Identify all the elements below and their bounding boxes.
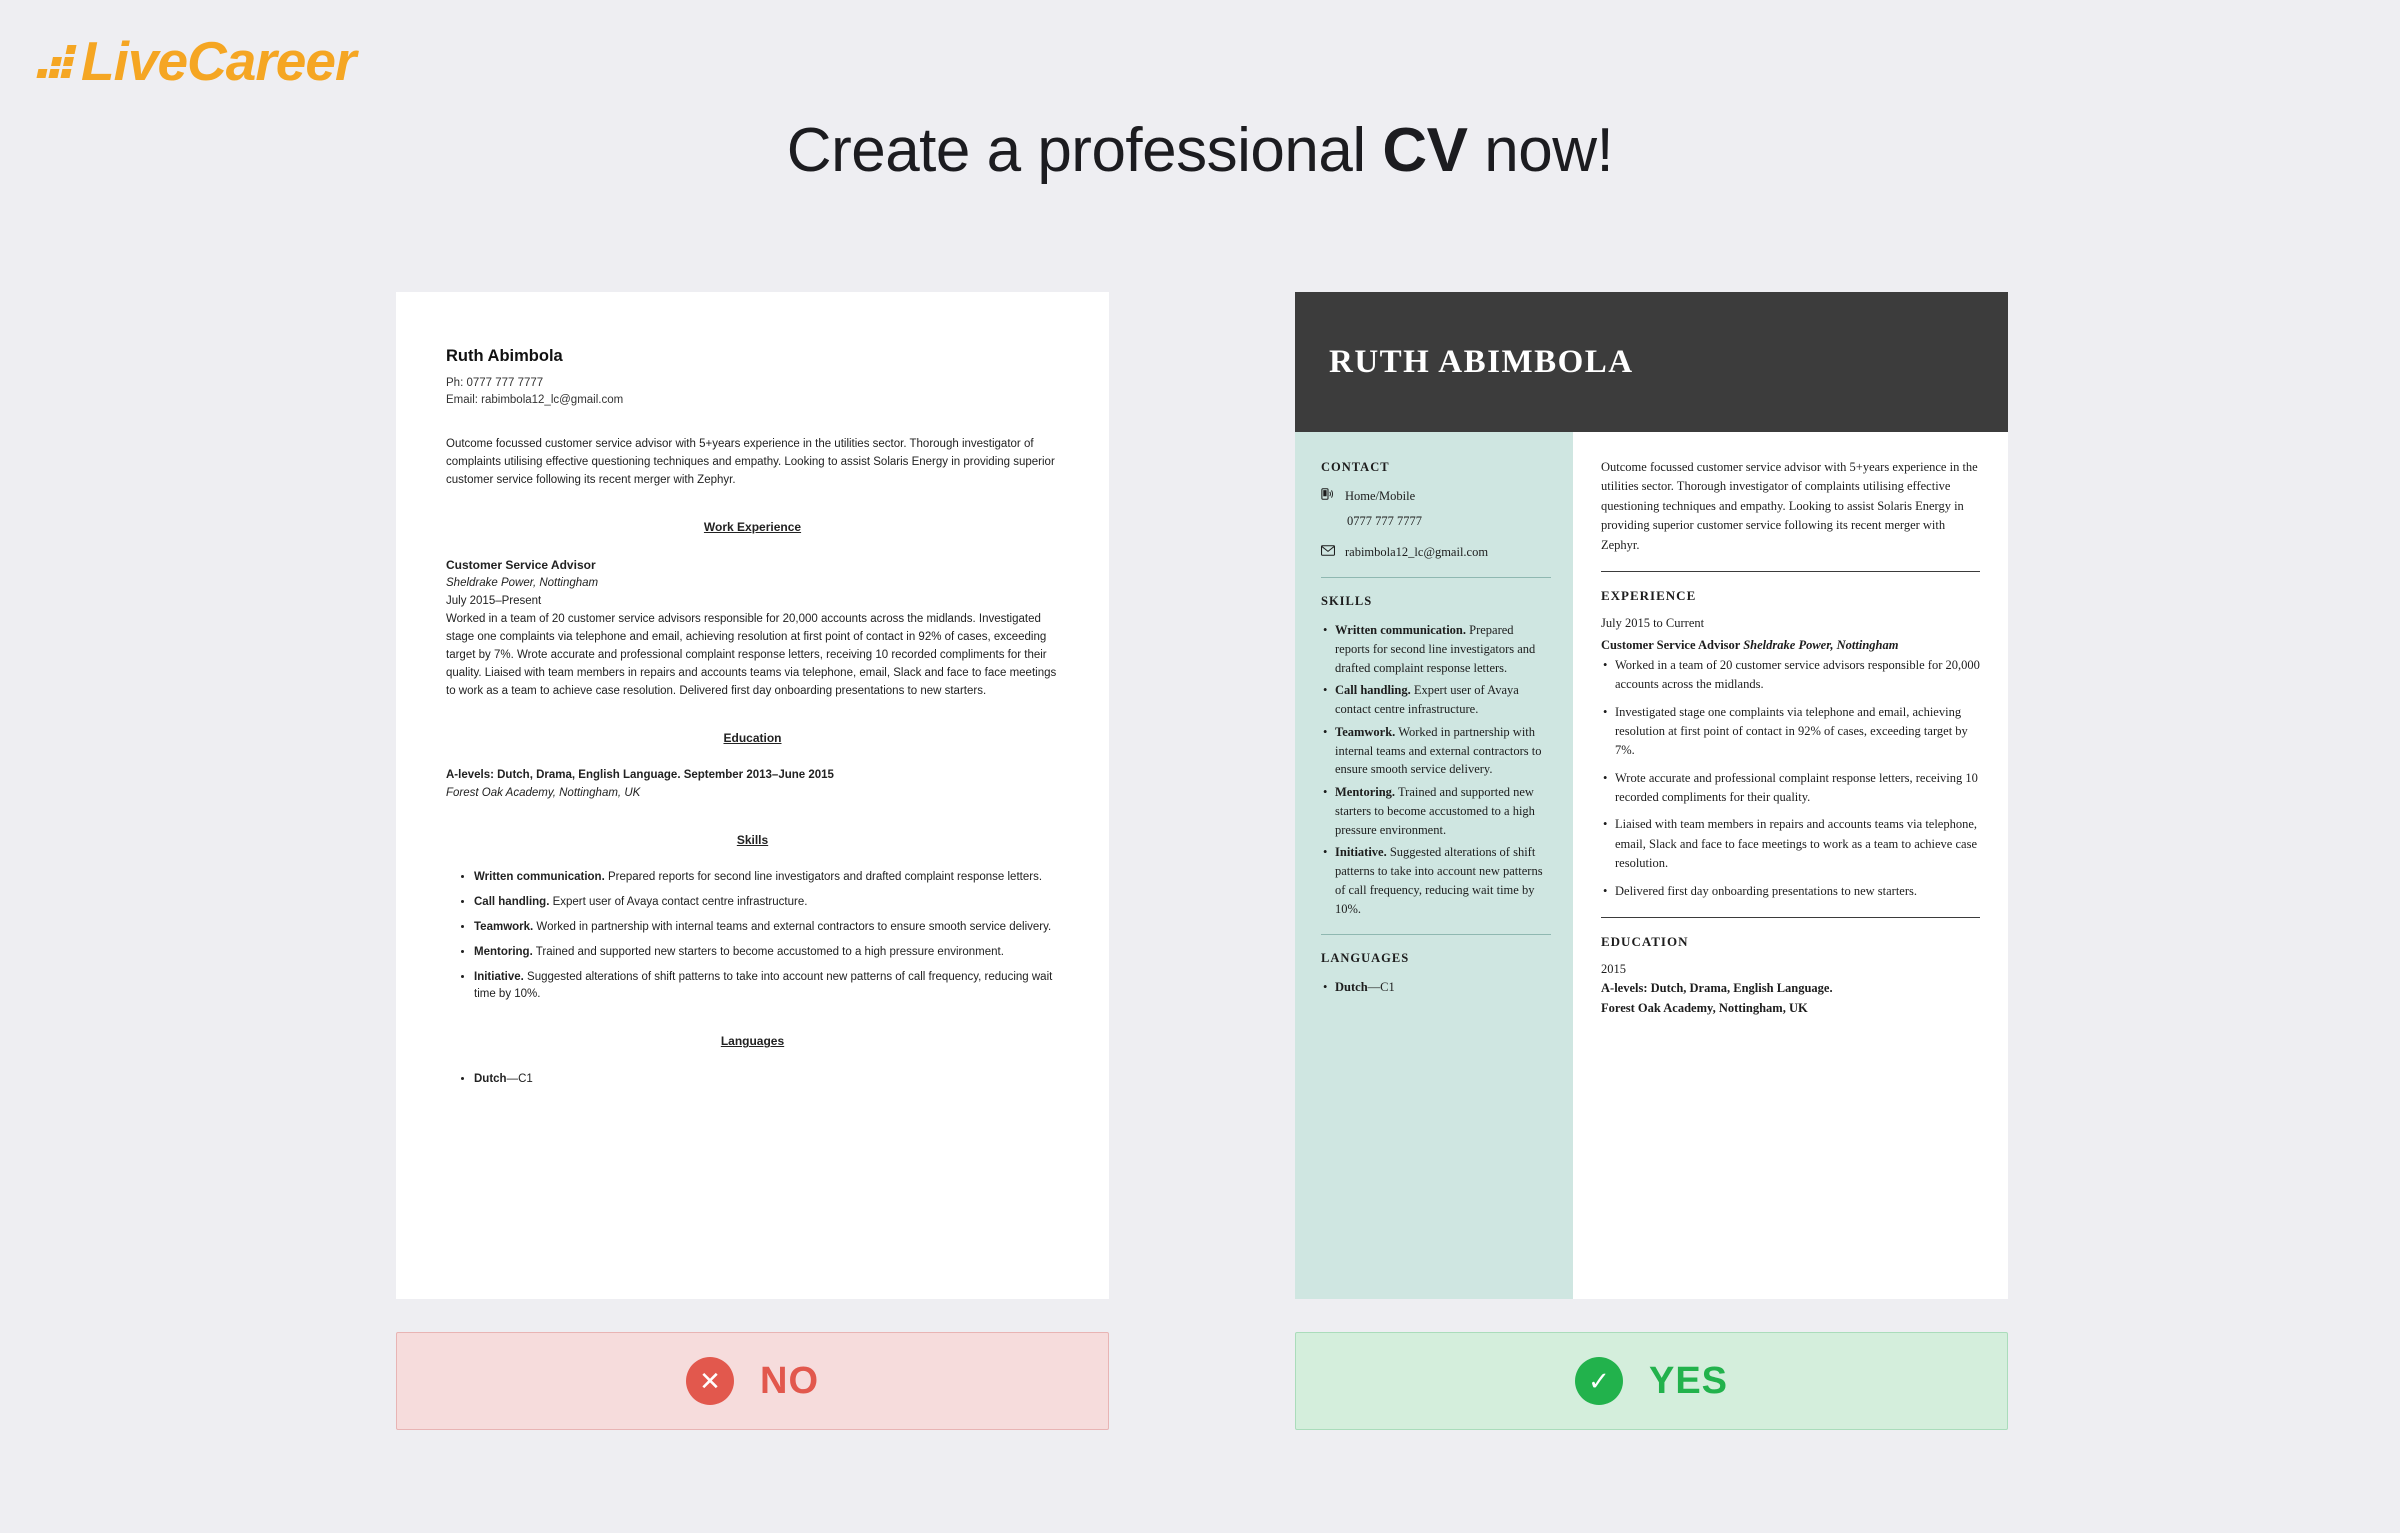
plain-cv-skills-heading: Skills [736, 832, 769, 847]
main-divider-1 [1601, 571, 1980, 572]
plain-cv-document [396, 292, 1109, 1299]
styled-cv-phone-row [1321, 487, 1551, 506]
plain-cv-languages-heading: Languages [720, 1034, 785, 1049]
styled-cv-experience-bullets [1601, 656, 1980, 901]
styled-cv-skills-heading: SKILLS [1321, 594, 1373, 609]
list-item: • Teamwork. Worked in partnership with internal teams and external contractors to ensure smooth service delivery. [1335, 723, 1551, 779]
list-item: • Mentoring. Trained and supported new starters to become accustomed to a high pressure environment. [1335, 783, 1551, 839]
styled-cv-column [1295, 292, 2008, 1299]
verdict-yes [1295, 1332, 2008, 1430]
headline-before: Create a professional [786, 116, 1383, 185]
list-item: • Investigated stage one complaints via telephone and email, achieving resolution at first point of contact in 92% of cases, exceeding target by 7%. [1615, 703, 1980, 761]
list-item: • Initiative. Suggested alterations of shift patterns to take into account new patterns of call frequency, reducing wait time by 10%. [1335, 843, 1551, 918]
plain-cv-languages-list [446, 1071, 1059, 1089]
styled-cv-experience-role: Customer Service Advisor Sheldrake Power, Nottingham [1601, 638, 1899, 653]
plain-cv-job-company: Sheldrake Power, Nottingham [446, 576, 599, 589]
styled-cv-education-line-2: Forest Oak Academy, Nottingham, UK [1601, 1000, 1808, 1015]
list-item: • Call handling. Expert user of Avaya contact centre infrastructure. [1335, 681, 1551, 719]
list-item: • Call handling. Expert user of Avaya contact centre infrastructure. [474, 894, 1059, 912]
verdict-no-label: NO [760, 1359, 819, 1402]
logo-wordmark: LiveCareer [81, 29, 356, 92]
plain-cv-phone: Ph: 0777 777 7777 [446, 376, 544, 389]
livecareer-logo [40, 29, 356, 92]
styled-cv-email-row [1321, 543, 1551, 562]
styled-cv-contact-heading: CONTACT [1321, 460, 1390, 474]
headline-emphasis: CV [1382, 116, 1468, 185]
list-item: • Initiative. Suggested alterations of shift patterns to take into account new patterns of call frequency, reducing wait time by 10%. [474, 969, 1059, 1005]
page-title [0, 115, 2400, 186]
styled-cv-education-year: 2015 [1601, 962, 1626, 977]
phone-icon [1321, 487, 1345, 506]
plain-cv-job-title: Customer Service Advisor [446, 558, 596, 573]
styled-cv-email-value: rabimbola12_lc@gmail.com [1345, 544, 1489, 559]
styled-cv-experience-heading: EXPERIENCE [1601, 587, 1697, 603]
styled-cv-languages-list [1321, 978, 1551, 997]
sidebar-divider-2 [1321, 934, 1551, 935]
styled-cv-education-heading: EDUCATION [1601, 933, 1689, 949]
main-divider-2 [1601, 917, 1980, 918]
verdict-no [396, 1332, 1109, 1430]
list-item: • Written communication. Prepared reports for second line investigators and drafted complaint response letters. [1335, 621, 1551, 677]
styled-cv-sidebar [1295, 432, 1573, 1299]
list-item: • Written communication. Prepared reports for second line investigators and drafted complaint response letters. [474, 869, 1059, 887]
styled-cv-main [1573, 432, 2008, 1299]
list-item: • Liaised with team members in repairs and accounts teams via telephone, email, Slack and face to face meetings to work as a team to achieve case resolution. [1615, 815, 1980, 873]
list-item: • Teamwork. Worked in partnership with internal teams and external contractors to ensure smooth service delivery. [474, 919, 1059, 937]
list-item: • Dutch—C1 [474, 1071, 1059, 1089]
plain-cv-work-heading: Work Experience [703, 519, 802, 534]
plain-cv-column [396, 292, 1109, 1299]
headline-after: now! [1467, 116, 1614, 185]
envelope-icon [1321, 543, 1345, 561]
plain-cv-education-line-1: A-levels: Dutch, Drama, English Language. September 2013–June 2015 [446, 769, 834, 782]
check-icon: ✓ [1575, 1357, 1623, 1405]
plain-cv-name: Ruth Abimbola [446, 347, 563, 365]
list-item: • Dutch—C1 [1335, 978, 1551, 997]
plain-cv-email: Email: rabimbola12_lc@gmail.com [446, 394, 624, 407]
styled-cv-body [1295, 432, 2008, 1299]
verdict-yes-label: YES [1648, 1359, 1729, 1402]
styled-cv-document [1295, 292, 2008, 1299]
styled-cv-skills-list [1321, 621, 1551, 918]
logo-dots-icon [36, 45, 76, 78]
styled-cv-phone-value: 0777 777 7777 [1347, 513, 1422, 528]
plain-cv-job-dates: July 2015–Present [446, 594, 542, 607]
plain-cv-education-heading: Education [723, 730, 782, 745]
plain-cv-job-description: Worked in a team of 20 customer service advisors responsible for 20,000 accounts across the midlands. Investigated stage one complaints via telephone and email, achieving resolution at first point of contact in 92% of cases, exceeding target by 7%. Wrote accurate and professional complaint response letters, receiving 10 recorded compliments for their quality. Liaised with team members in repairs and accounts teams via telephone, email, Slack and face to face meetings to work as a team to achieve case resolution. Delivered first day onboarding presentations to new starters. [446, 613, 1057, 697]
list-item: • Delivered first day onboarding presentations to new starters. [1615, 882, 1980, 901]
cross-icon: ✕ [686, 1357, 734, 1405]
plain-cv-skills-list [446, 869, 1059, 1004]
list-item: • Worked in a team of 20 customer service advisors responsible for 20,000 accounts across the midlands. [1615, 656, 1980, 695]
styled-cv-languages-heading: LANGUAGES [1321, 951, 1410, 966]
styled-cv-education-line-1: A-levels: Dutch, Drama, English Language. [1601, 981, 1833, 996]
plain-cv-education-line-2: Forest Oak Academy, Nottingham, UK [446, 786, 641, 799]
styled-cv-summary: Outcome focussed customer service advisor with 5+years experience in the utilities sector. Thorough investigator of complaints utilising effective questioning techniques and empathy. Looking to assist Solaris Energy in providing superior customer service following its recent merger with Zephyr. [1601, 460, 1978, 552]
styled-cv-name: RUTH ABIMBOLA [1329, 343, 1634, 380]
list-item: • Wrote accurate and professional complaint response letters, receiving 10 recorded compliments for their quality. [1615, 769, 1980, 808]
styled-cv-banner [1295, 292, 2008, 432]
sidebar-divider-1 [1321, 577, 1551, 578]
styled-cv-phone-label: Home/Mobile [1345, 488, 1416, 503]
styled-cv-experience-dates: July 2015 to Current [1601, 616, 1705, 631]
list-item: • Mentoring. Trained and supported new starters to become accustomed to a high pressure environment. [474, 944, 1059, 962]
plain-cv-summary: Outcome focussed customer service advisor with 5+years experience in the utilities sector. Thorough investigator of complaints utilising effective questioning techniques and empathy. Looking to assist Solaris Energy in providing superior customer service following its recent merger with Zephyr. [446, 438, 1055, 486]
